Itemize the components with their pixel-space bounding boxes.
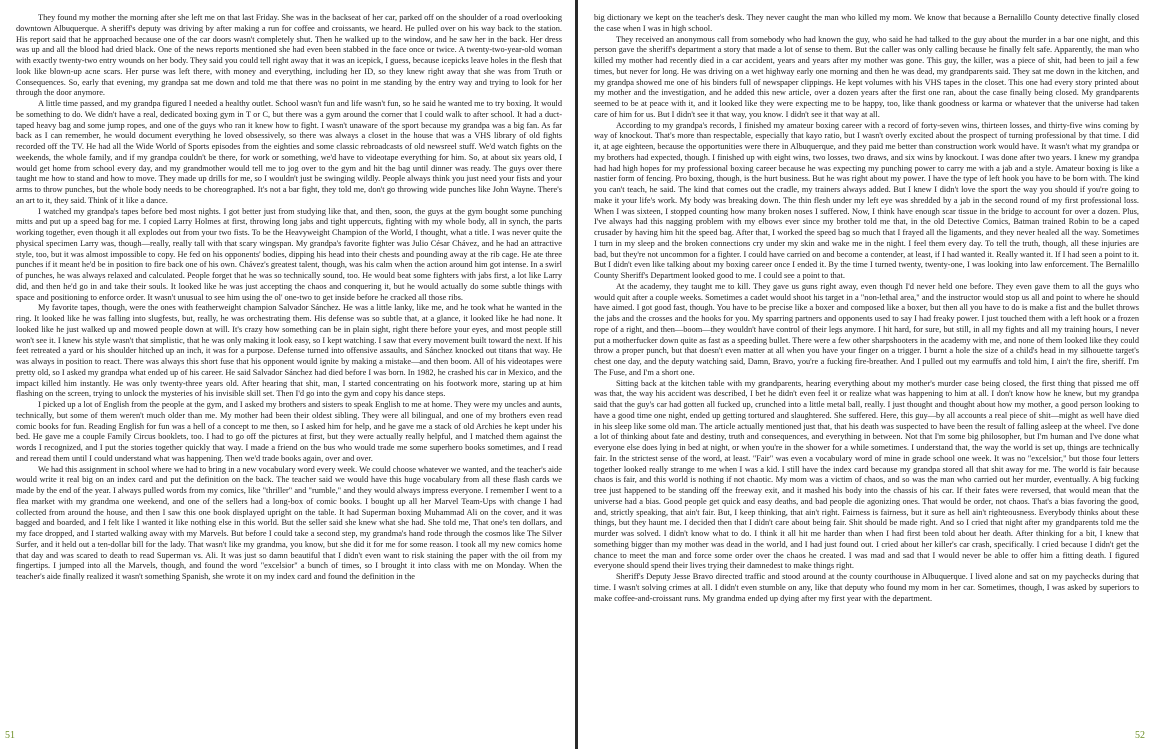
- paragraph: I watched my grandpa's tapes before bed most nights. I got better just from studying like that, and then, soon, the guys at the gym bought some punching mitts and put up a speed bag for me. I copied Larry Holmes at first, throwing long jabs and tight uppercuts, fighting with my whole body, all in synch, the parts working together, even though it all explodes out from your two fists. To be the Heavyweight Champion of the World, I thought, what a title. I was never quite the physical specimen Larry was, though—really, really tall with that scary wingspan. My grandpa's favorite fighter was Julio César Chávez, and he had an attractive style, too, but it was almost impossible to copy. He fed on his opponents' bodies, dipping his head into their chests and pounding away at the rib cage. He ate three punches if it meant he'd be in position to fire back one of his own. Chávez's greatest talent, though, was his calm when the action around him got intense. In a swirl of punches, he was always relaxed and calculated. People forget that he was so technically sound, too. He would beat some fighters with jabs first, a lot like Larry did, and then he'd go in and take their souls. It looked like he was just accepting the chaos and conquering it, but he would actually do some subtle things with space and positioning to enforce order. It wasn't unusual to see him using the ol' one-two to get inside before he cracked all those ribs.: [16, 206, 562, 302]
- paragraph: They received an anonymous call from somebody who had known the guy, who said he had talked to the guy about the murder in a bar one night, and this person gave the sheriff's department a story that made a lot of sense to them. But the caller was only calling because he finally felt safe. Apparently, the man who killed my mother had recently died in a car accident, years and years after my mother was gone. This guy, the killer, was a piece of shit, had been to jail a few times, but never for long. He was driving on a wet highway early one morning and then he was dead, my grandparents said. They sat me down in the kitchen, and my grandpa showed me one of his binders full of newspaper clippings. He kept volumes with his VHS tapes in the closet. This one had every story printed about my mother and the investigation, and he added this new article, over a dozen years after the first one ran, about the case finally being closed. My grandparents seemed to be at peace with it, and it looked like they were expecting me to be happy, too, like thank goodness or karma or whatever that the universe had taken care of him for us. But I didn't see it that way, you know. I didn't see it that way at all.: [594, 34, 1139, 119]
- paragraph: I picked up a lot of English from the people at the gym, and I asked my brothers and sisters to speak English to me at home. They were my uncles and aunts, technically, but some of them weren't much older than me. My mother had been their oldest sibling. They were all bilingual, and one of my brothers even read comic books for fun. Reading English for fun was a hell of a concept to me then, so I asked him for help, and he gave me a stack of old Archies he kept under his bed. He gave me a couple Family Circus booklets, too. I had to go off the pictures at first, but they were actually really helpful, and I matched them against the words I recognized, and I put the stories together quickly that way. I made a friend on the bus who would trade me some superhero books sometimes, and I read and reread them until I could understand what was happening. Then we'd trade books again, over and over.: [16, 400, 562, 463]
- paragraph: My favorite tapes, though, were the ones with featherweight champion Salvador Sánchez. He was a little lanky, like me, and he took what he wanted in the ring. It looked like he was falling into slugfests, but, really, he was orchestrating them. His defense was so subtle that, at a glance, it looked like he had none. It looked like he just walked up and mowed people down at will. It's crazy how something can be in plain sight, right there before your eyes, and most people still won't see it. I knew his style wasn't that simplistic, that he was only making it look easy, so I kept watching. I saw that every movement built toward the next. If his feet retreated a yard or his shoulder hitched up an inch, it was for a purpose. Defense turned into offensive assaults, and Sánchez knocked out titans that way. He was always in position to react. There was always this short fuse that his opponent would ignite by making a mistake—and then boom. All of his videotapes were pretty old, so I asked my grandpa what ended up of his career. He said Salvador Sánchez had died before I was born. In 1982, he crashed his car in Mexico, and the impact killed him instantly. He was only twenty-three years old. After hearing that shit, man, I started concentrating on his footwork more, staring up at him flashing on the screen, trying to unlock the mysteries of his invisible skill set. Then I'd go into the gym and copy his dance steps.: [16, 303, 562, 399]
- page-number-right: 52: [1135, 730, 1145, 741]
- left-page: [0, 0, 575, 749]
- paragraph: According to my grandpa's records, I finished my amateur boxing career with a record of forty-seven wins, thirteen losses, and thirty-five wins coming by way of knockout. That's more than respectable, especially that kayo ratio, but I wasn't overly excited about the prospect of turning professional by that time. I did it, at age eighteen, because the opportunities were there in Albuquerque, and they paid me better than construction work would have. It wasn't what my grandpa or my brothers had expected, though. I finished up with eight wins, two losses, two draws, and six wins by knockout. I was done after two years. I knew my grandpa had had high hopes for my professional boxing career because he was expecting my punching power to carry me with a jab and a style. Amateur boxing is like a nastier form of fencing. Pro boxing, though, is the hurt business. But he was right about my power. I have the type of left hook you have to be born with. The kind you can't teach, he said. The kind that comes out the cradle, my trainers always added. But I knew I didn't love the sport the way you should if you're going to make it your life's work. My body was breaking down. The thin flesh under my left eye was shredded by a jab in the second round of my first professional loss. When I was sixteen, I stopped counting how many broken noses I suffered. Now, I think have enough scar tissue in the bridge to account for over a dozen. Plus, I've always had this nagging problem with my elbows ever since my brother told me that, in the old Detective Comics, Batman trained Robin to be a caped crusader by having him hit the speed bag. After that, I worked the speed bag so much that I frayed all the ligaments, and they never healed all the way. Sometimes I turn in my sleep and the broken connections cry under my skin and wake me in the night. I feel them every day. To tell the truth, though, all these injuries are bad, but they're not uncommon for a fighter. I could have carried on and become a contender, at least, if I had wanted it. Really wanted it. If I had seen a point to it. But I didn't even like talking about my boxing career once I ended it. By the time I turned twenty, twenty-one, I was looking into law enforcement. The Bernalillo County Sheriff's Department looked good to me. I could see a point to that.: [594, 120, 1139, 280]
- paragraph: They found my mother the morning after she left me on that last Friday. She was in the backseat of her car, parked off on the shoulder of a road overlooking downtown Albuquerque. A sheriff's deputy was driving by after making a run for coffee and croissants, we heard. He pulled over on his way back to the station. His report said that he approached because one of the car doors wasn't completely shut. Then he walked up to the window, and he saw her in the back. Her dress was up and all the blood had dried black. One of the news reports mentioned she had even been stabbed in the face once or twice. A twenty-two-year-old woman with exactly twenty-two entry wounds on her body. They said you could tell right away that it was an icepick, I guess, because icepicks leave holes in the flesh that look like blown-up acne scars. Her purse was left there, with money and everything, including her ID, so they knew right away that she was from Truth or Consequences. So, early that evening, my grandpa sat me down and told me that there was no point in me standing by the entry way and trying to look for her through the door anymore.: [16, 13, 562, 98]
- paragraph: A little time passed, and my grandpa figured I needed a healthy outlet. School wasn't fun and life wasn't fun, so he said he wanted me to try boxing. It would be something to do. We didn't have a real, dedicated boxing gym in T or C, but there was a gym around the corner that I could walk to after school. It had a duct-taped heavy bag and some jump ropes, and one of the guys who ran it knew how to fight. I wasn't unaware of the sport because my grandpa was a big fan. As far back as I can remember, he would document everything he loved obsessively, so there was always a closet in the house that was a VHS library of old fights recorded off the TV. He had all the Wide World of Sports episodes from the eighties and some classic rebroadcasts of old newsreel stuff. We'd watch fights on the weekends, the whole family, and if my grandpa couldn't be there, for work or something, we'd have to videotape everything for him. So, at about six years old, I would get home from school every day, and my grandmother would tell me to jog over to the gym and hit the bag until dinner was ready. The guys over there taught me how to stand and how to move. They made up drills for me, so I wouldn't just be swinging wildly. People always think you just need your fists and your arms to throw punches, but the whole body needs to be choreographed. It's not a bar fight, they told me, don't go throwing wide punches like John Wayne. There's an art to it, they said. Think of it like a dance.: [16, 99, 562, 205]
- right-page: [578, 0, 1153, 749]
- paragraph: We had this assignment in school where we had to bring in a new vocabulary word every week. We could choose whatever we wanted, and the teacher's aide would write it real big on an index card and put the definition on the back. The teacher said we would have this huge vocabulary from all these flash cards we made by the end of the year. I always pulled words from my comics, like "thriller" and "rumble," and they would always impress everyone. I remember I went to a flea market with my grandma one weekend, and one of the sellers had a long-box of comic books. I bought up all her Marvel Team-Ups with change I had collected from around the house, and then I saw this one book displayed upright on the table. It had Superman boxing Muhammad Ali on the cover, and it was bagged and boarded, and I felt like I wanted it like nothing else in this world. But the seller said she knew what she had. She told me, That one's ten dollars, and my face dropped, and I started walking away with my Marvels. But before I could take a second step, my grandma's hand rode through the cosmos like The Silver Surfer, and it held out a ten-dollar bill for the lady. That wasn't like my grandma, you know, but she did it for me for some reason. I took all my new comics home that day and was scared to death to read Superman vs. Ali. It was just so damn beautiful that I didn't even want to risk staining the paper with the oil from my fingertips. I jumped into all the Marvels, though, and found the word "excelsior" a bunch of times, so I brought it into class with me on Monday. When the teacher's aide finally realized it wasn't something Spanish, she wrote it on my index card and found the definition in the: [16, 464, 562, 581]
- paragraph: Sheriff's Deputy Jesse Bravo directed traffic and stood around at the county courthouse in Albuquerque. I lived alone and sat on my paychecks during that time. I wasn't solving crimes at all. I didn't even stumble on any, like that deputy who found my mom in her car. Sometimes, though, I was asked by superiors to make coffee-and-croissant runs. My grandma ended up dying after my first year with the department.: [594, 572, 1139, 603]
- right-page-text: [594, 13, 1139, 604]
- page-number-left: 51: [5, 730, 15, 741]
- paragraph-continuation: big dictionary we kept on the teacher's desk. They never caught the man who killed my mom. We know that because a Bernalillo County detective finally closed the case when I was in high school.: [594, 13, 1139, 33]
- paragraph: At the academy, they taught me to kill. They gave us guns right away, even though I'd never held one before. They even gave them to all the guys who would quit after a couple weeks. Sometimes a cadet would shoot his target in a "non-lethal area," and the instructor would stop us all and point to where he should have aimed. I got good fast, though. You have to be precise like a boxer and composed like a boxer, but then all you have to do is make a fist and the bullet throws the jabs and the crosses and the hooks for you. My sparring partners and opponents used to say I had freaky power. I just touched them with a left hook or a frozen rope of a right, and then—boom—they wouldn't have control of their legs anymore. I hit hard, for sure, but still, in all my fights and all my training hours, I never put a motherfucker down quite as fast as a speeding bullet. There were a few other sharpshooters in the academy with me, and none of them looked like they could throw a proper punch, but that doesn't even matter at all when you have your finger on a trigger. I burnt a hole the size of a child's head in my silhouette target's chest one day, and the deputy watching said, Damn, Bravo, you're a fucking fire-breather. And I pulled out my earmuffs and told him, I ain't the fire, sheriff. I'm The Fuse, and I'm a short one.: [594, 281, 1139, 377]
- left-page-text: [16, 13, 562, 583]
- paragraph: Sitting back at the kitchen table with my grandparents, hearing everything about my mother's murder case being closed, the first thing that pissed me off was that, the way his accident was described, I bet he didn't even feel it or realize what was happening to him at all. I don't know how he knew, but my grandpa said that the guy's car had gotten all fucked up, crunched into a little metal ball, really. I just thought and thought about how my mother, a good person looking to have a good time one night, ended up getting tortured and slaughtered. She suffered. Here, this guy—by all accounts a real piece of shit—might as well have died in his sleep like some old man. The article actually mentioned just that, that his death was suspected to have been the result of falling asleep at the wheel. I've done a lot of thinking about fate and destiny, truth and consequences, and everything in between. Not that I'm some big philosopher, but I'm human and I've done what everyone else does lying in bed at night, or when you're in the shower for a while sometimes. I understand that, the way the world is set up, things are technically fair. In the strictest sense of the word, at least. "Fair" was even a vocabulary word of mine in grade school one week. It was no "excelsior," but those four letters together looked really strange to me when I was a kid. I still have the index card because my grandpa stored all that shit away for me. The world is fair because chaos is fair, and this world is nothing if not chaotic. My mom was a victim of chaos, and so was the man who carried out her murder, eventually. A big fucking tree just happened to be standing off the freeway exit, and it mashed his body into the chassis of his car. If their fates were reversed, that would mean that the universe had a bias. Good people get quick and easy deaths, and bad people die agonizing ones. That would be order, not chaos. That's a bias favoring the good, and, strictly speaking, that ain't fair. But, I keep thinking, that ain't right. Fairness is fairness, but it sure as hell ain't righteousness. Everybody thinks about these things, but they haunt me. I decided then that I didn't care about being fair. Shit should be made right. And so I cried that night after my grandparents told me the murder was solved. I didn't know what to do. I think it all hit me harder than when I had first been told about her death. After thinking for a bit, I knew that something bigger than my mother was dead in the world, and I had just found out. I cried about her killer's car crash, specifically. I cried because I didn't get the chance to meet the man and force some order over the chaos he created. I was mad and sad that I would never be able to offer him a fitting death. I figured everyone should spend their lives trying their damnedest to make things right.: [594, 378, 1139, 571]
